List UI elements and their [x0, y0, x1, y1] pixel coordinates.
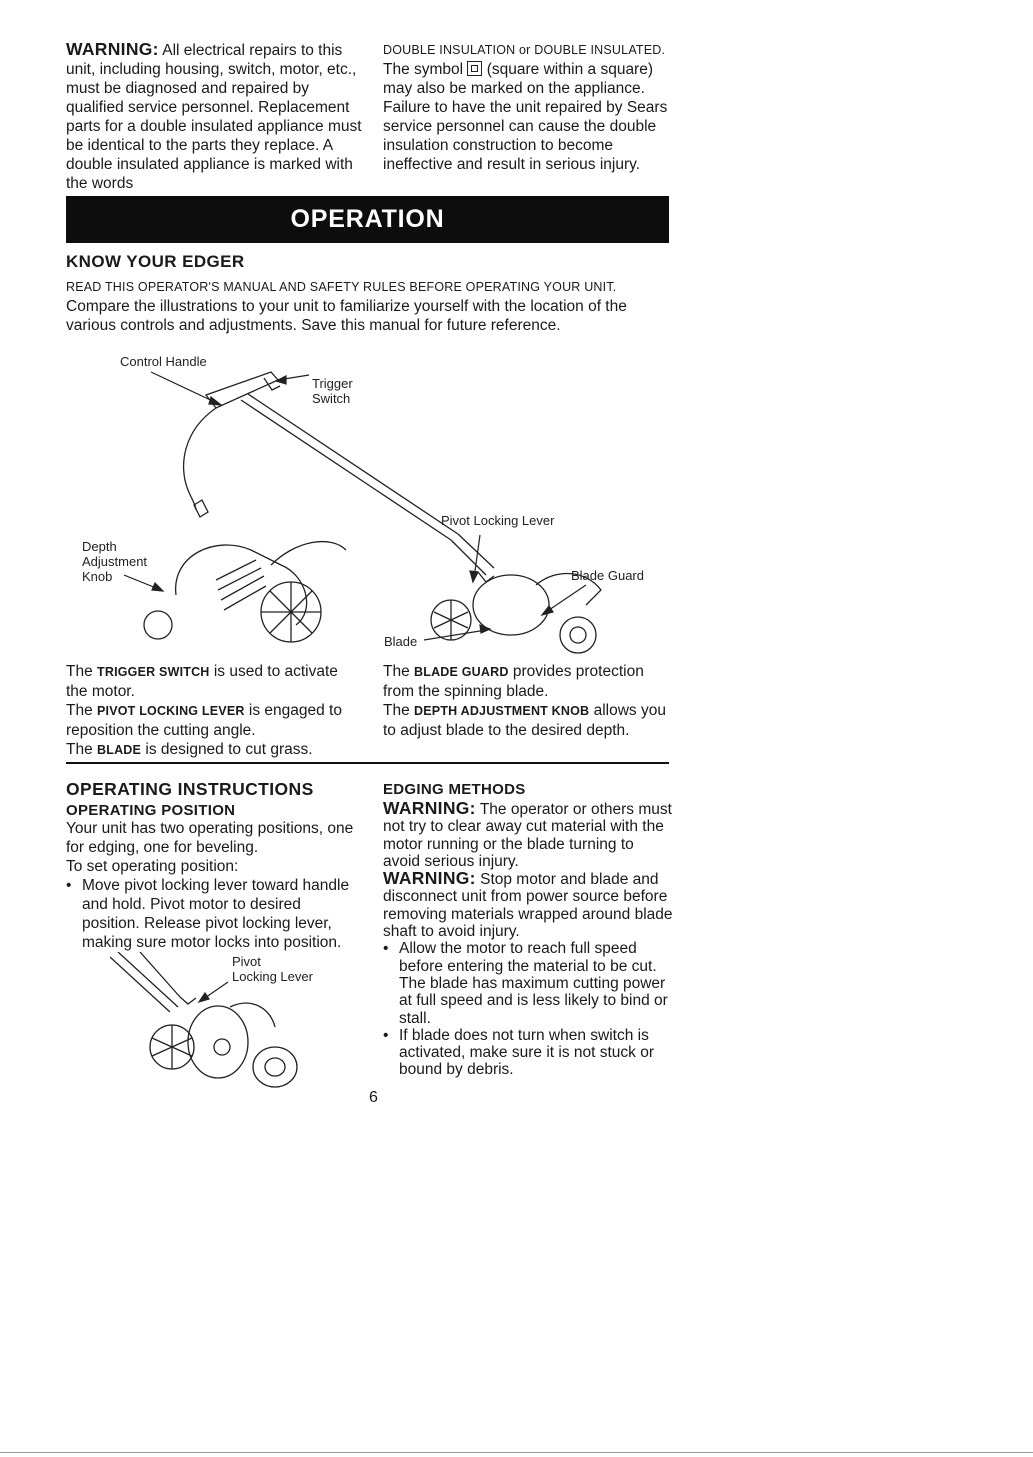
edging-warning-1 — [383, 800, 675, 870]
description-prefix: The — [66, 741, 98, 758]
depth-knob-arrow-icon — [152, 583, 163, 591]
small-front-wheel-spokes — [152, 1025, 192, 1069]
list-item — [383, 940, 675, 1026]
bullet-mark: • — [383, 940, 389, 958]
description-body: is used to activate the motor. — [66, 663, 338, 700]
description-prefix: The — [66, 702, 98, 719]
small-motor-hub — [214, 1039, 230, 1055]
blade-keyword: BLADE — [97, 743, 142, 757]
list-item — [383, 1027, 675, 1079]
symbol-lead-text: The symbol — [383, 61, 468, 78]
double-insulation-symbol-icon — [467, 61, 482, 76]
pivot-instruction-text: Move pivot locking lever toward handle and hold. Pivot motor to desired position. Release pivot locking lever, making sure motor locks into position. — [82, 877, 350, 951]
operating-position-subheading: OPERATING POSITION — [66, 802, 236, 819]
set-position-text: To set operating position: — [66, 858, 239, 875]
edger-illustration — [66, 350, 670, 655]
compare-illustrations-text: Compare the illustrations to your unit to familiarize yourself with the location of the various controls and adjustments. Save this manual for future reference. — [66, 298, 627, 334]
small-rear-wheel — [253, 1047, 297, 1087]
depth-adjustment-knob-keyword: DEPTH ADJUSTMENT KNOB — [414, 704, 590, 718]
label-pivot: Pivot — [232, 954, 261, 969]
pivot-lever-arrow-icon — [470, 571, 478, 582]
warning-text: Stop motor and blade and disconnect unit from power source before removing materials wrapped around blade shaft to avoid injury. — [383, 871, 673, 941]
warning-text: The operator or others must not try to clear away cut material with the motor running or the blade turning to avoid serious injury. — [383, 801, 672, 870]
pivot-arrow-icon — [199, 993, 209, 1002]
description-body: provides protection from the spinning blade. — [383, 663, 644, 700]
intro-left-column — [66, 40, 362, 193]
edger-shaft-lower — [451, 534, 494, 575]
label-blade-guard: Blade Guard — [571, 568, 644, 583]
edging-warning-2 — [383, 870, 675, 940]
edger-illustration-drawing — [66, 350, 670, 655]
double-insulation-paragraph — [383, 40, 675, 174]
warning-label: WARNING: — [383, 798, 476, 818]
warning-label: WARNING: — [66, 39, 159, 59]
inset-wheel-spokes — [261, 582, 321, 642]
description-prefix: The — [383, 702, 415, 719]
label-switch: Switch — [312, 391, 351, 406]
page-number: 6 — [369, 1089, 378, 1106]
label-trigger: Trigger — [312, 376, 353, 391]
description-body: allows you to adjust blade to the desired depth. — [383, 702, 666, 739]
know-your-edger-paragraph — [66, 277, 670, 335]
symbol-trail-text: (square within a square) may also be marked on the appliance. Failure to have the unit repaired by Sears service personnel can cause the double insulation construction to become ineffective and result in serious injury. — [383, 61, 668, 173]
small-shaft — [110, 952, 178, 1012]
edging-methods — [383, 781, 675, 1079]
trigger-arrow-icon — [276, 376, 286, 384]
descriptions-left — [66, 662, 356, 760]
electrical-repairs-warning — [66, 40, 362, 193]
trigger-switch-keyword: TRIGGER SWITCH — [97, 665, 210, 679]
cord-plug — [194, 500, 208, 517]
descriptions-right — [383, 662, 675, 740]
blade-guard-keyword: BLADE GUARD — [414, 665, 509, 679]
intro-right-column — [383, 40, 675, 174]
edger-shaft — [241, 394, 458, 540]
blade-stuck-instruction: If blade does not turn when switch is activated, make sure it is not stuck or bound by debris. — [399, 1026, 654, 1079]
pivot-illustration — [110, 952, 330, 1094]
blade-description — [66, 740, 356, 760]
pivot-lever-shape — [478, 572, 494, 582]
blade-guard-arrow-icon — [542, 606, 553, 615]
description-body: is engaged to reposition the cutting angle. — [66, 702, 342, 739]
know-your-edger-intro — [66, 277, 670, 335]
bullet-mark: • — [66, 877, 72, 894]
blade-leader — [424, 630, 486, 640]
small-guard — [230, 1003, 275, 1027]
inset-small-wheel — [144, 611, 172, 639]
page-bottom-edge — [0, 1452, 1033, 1453]
bullet-mark: • — [383, 1026, 389, 1044]
operating-instructions-heading: OPERATING INSTRUCTIONS — [66, 779, 314, 799]
operating-positions-text: Your unit has two operating positions, one for edging, one for beveling. — [66, 820, 354, 856]
label-control-handle: Control Handle — [120, 354, 207, 369]
control-handle-arrow-icon — [209, 397, 221, 405]
rear-wheel-hub — [570, 627, 586, 643]
pivot-locking-lever-keyword: PIVOT LOCKING LEVER — [97, 704, 245, 718]
description-prefix: The — [383, 663, 415, 680]
label-locking-lever: Locking Lever — [232, 969, 313, 984]
label-pivot-locking-lever: Pivot Locking Lever — [441, 513, 555, 528]
description-body: is designed to cut grass. — [141, 741, 313, 758]
label-knob: Knob — [82, 569, 113, 584]
small-rear-wheel-hub — [265, 1058, 285, 1076]
inset-housing — [176, 545, 307, 625]
operation-title: OPERATION — [290, 205, 445, 233]
inset-motor-ribs — [216, 560, 266, 610]
rear-wheel — [560, 617, 596, 653]
operation-banner — [66, 196, 669, 243]
blade-guard-description — [383, 662, 675, 701]
pivot-locking-lever-description — [66, 701, 356, 740]
label-blade: Blade — [384, 634, 418, 649]
know-your-edger-heading: KNOW YOUR EDGER — [66, 252, 245, 271]
warning-label: WARNING: — [383, 868, 476, 889]
small-pivot-lever — [180, 997, 196, 1004]
label-adjustment: Adjustment — [82, 554, 148, 569]
blade-guard-leader — [546, 585, 586, 612]
section-divider — [66, 762, 669, 764]
trigger-switch-description — [66, 662, 356, 701]
description-prefix: The — [66, 663, 98, 680]
list-item — [66, 876, 356, 952]
operating-instructions — [66, 779, 356, 952]
depth-adjustment-knob-description — [383, 701, 675, 740]
read-manual-caps: READ THIS OPERATOR'S MANUAL AND SAFETY RULES BEFORE OPERATING YOUR UNIT. — [66, 280, 617, 294]
small-motor-housing — [188, 1006, 248, 1078]
warning-text: All electrical repairs to this unit, including housing, switch, motor, etc., must be diagnosed and repaired by qualified service personnel. Replacement parts for a double insulated appliance must be identical to the parts they replace. A double insulated appliance is marked with the words — [66, 42, 362, 192]
label-depth: Depth — [82, 539, 117, 554]
inset-blade-guard — [271, 542, 346, 565]
double-insulation-caps: DOUBLE INSULATION or DOUBLE INSULATED. — [383, 43, 666, 57]
power-cord — [184, 408, 216, 510]
edging-methods-heading: EDGING METHODS — [383, 781, 526, 798]
full-speed-instruction: Allow the motor to reach full speed before entering the material to be cut. The blade has maximum cutting power at full speed and is less likely to bind or stall. — [399, 940, 668, 1027]
